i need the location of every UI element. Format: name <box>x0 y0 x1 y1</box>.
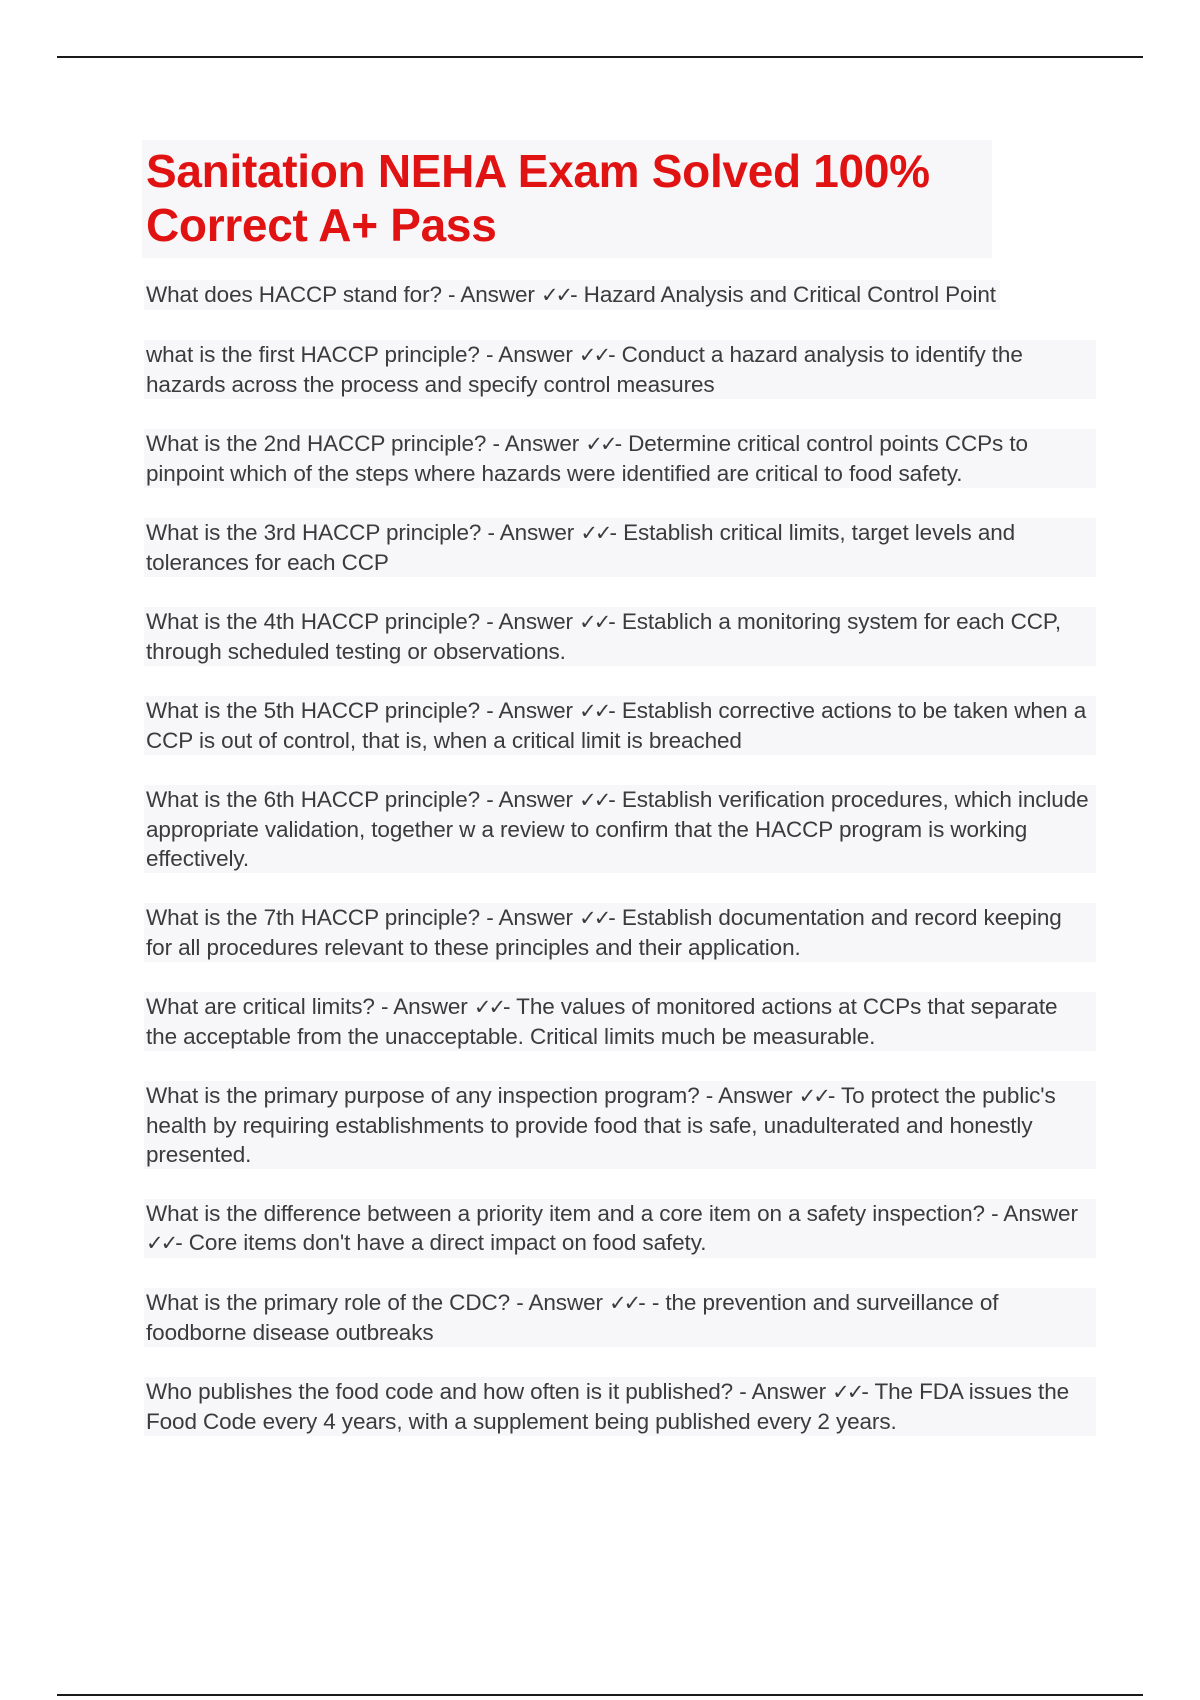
answer-text: - To protect the public's health by requiring establishments to provide food that is safe, unadulterated and honestly presented. <box>146 1083 1056 1167</box>
document-title: Sanitation NEHA Exam Solved 100% Correct A+ Pass <box>146 145 930 251</box>
answer-separator: - Answer <box>516 1290 603 1315</box>
answer-text: - The values of monitored actions at CCPs that separate the acceptable from the unacceptable. Critical limits much be measurable. <box>146 994 1058 1049</box>
qa-item <box>144 1288 1096 1347</box>
qa-item <box>144 607 1096 666</box>
double-check-icon: ✓✓ <box>146 1231 176 1255</box>
qa-item <box>144 1199 1096 1258</box>
qa-item <box>144 1081 1096 1169</box>
question-text: What is the 5th HACCP principle? <box>146 698 481 723</box>
double-check-icon: ✓✓ <box>579 788 609 812</box>
answer-text: - Determine critical control points CCPs to pinpoint which of the steps where hazards were identified are critical to food safety. <box>146 431 1028 486</box>
answer-separator: - Answer <box>486 698 573 723</box>
bottom-rule <box>57 1694 1143 1696</box>
double-check-icon: ✓✓ <box>473 995 504 1019</box>
answer-separator: - Answer <box>486 787 573 812</box>
answer-separator: - Answer <box>486 905 573 930</box>
qa-item <box>144 340 1096 399</box>
qa-item <box>144 1377 1096 1436</box>
qa-list <box>146 280 1096 1436</box>
qa-item <box>144 518 1096 577</box>
qa-item <box>144 785 1096 873</box>
double-check-icon: ✓✓ <box>579 610 609 634</box>
answer-text: - Hazard Analysis and Critical Control Point <box>570 282 996 307</box>
double-check-icon: ✓✓ <box>832 1380 862 1404</box>
answer-text: - The FDA issues the Food Code every 4 years, with a supplement being published every 2 years. <box>146 1379 1070 1434</box>
answer-text: - Establish verification procedures, which include appropriate validation, together w a review to confirm that the HACCP program is working effectively. <box>146 787 1089 871</box>
answer-separator: - Answer <box>448 282 535 307</box>
answer-separator: - Answer <box>991 1201 1078 1226</box>
qa-item <box>144 992 1096 1051</box>
answer-separator: - Answer <box>485 342 573 367</box>
question-text: What is the difference between a priority item and a core item on a safety inspection? <box>146 1201 985 1226</box>
question-text: What is the 6th HACCP principle? <box>146 787 481 812</box>
answer-text: - - the prevention and surveillance of foodborne disease outbreaks <box>146 1290 999 1345</box>
question-text: Who publishes the food code and how often is it published? <box>146 1379 734 1404</box>
double-check-icon: ✓✓ <box>578 343 609 367</box>
qa-item <box>144 429 1096 488</box>
double-check-icon: ✓✓ <box>540 283 571 307</box>
question-text: What is the primary purpose of any inspection program? <box>146 1083 700 1108</box>
answer-separator: - Answer <box>380 994 468 1019</box>
qa-item <box>144 280 1000 310</box>
answer-text: - Conduct a hazard analysis to identify the hazards across the process and specify control measures <box>146 342 1023 397</box>
double-check-icon: ✓✓ <box>580 521 610 545</box>
answer-text: - Establish critical limits, target levels and tolerances for each CCP <box>146 520 1016 575</box>
answer-separator: - Answer <box>487 520 575 545</box>
answer-text: - Establish documentation and record keeping for all procedures relevant to these principles and their application. <box>146 905 1062 960</box>
question-text: What are critical limits? <box>146 994 375 1019</box>
answer-text: - Establish corrective actions to be taken when a CCP is out of control, that is, when a critical limit is breached <box>146 698 1087 753</box>
answer-separator: - Answer <box>492 431 580 456</box>
qa-item <box>144 696 1096 755</box>
page-content <box>146 140 1096 1466</box>
answer-text: - Establich a monitoring system for each CCP, through scheduled testing or observations. <box>146 609 1062 664</box>
answer-separator: - Answer <box>739 1379 826 1404</box>
double-check-icon: ✓✓ <box>585 432 615 456</box>
double-check-icon: ✓✓ <box>609 1291 639 1315</box>
question-text: What does HACCP stand for? <box>146 282 442 307</box>
top-rule <box>57 56 1143 58</box>
answer-separator: - Answer <box>705 1083 793 1108</box>
question-text: What is the 2nd HACCP principle? <box>146 431 487 456</box>
title-block <box>142 140 992 258</box>
question-text: what is the first HACCP principle? <box>146 342 480 367</box>
answer-separator: - Answer <box>486 609 573 634</box>
qa-item <box>144 903 1096 962</box>
question-text: What is the 7th HACCP principle? <box>146 905 481 930</box>
question-text: What is the 3rd HACCP principle? <box>146 520 482 545</box>
question-text: What is the primary role of the CDC? <box>146 1290 511 1315</box>
double-check-icon: ✓✓ <box>579 699 609 723</box>
answer-text: - Core items don't have a direct impact on food safety. <box>175 1230 707 1255</box>
question-text: What is the 4th HACCP principle? <box>146 609 481 634</box>
double-check-icon: ✓✓ <box>798 1084 828 1108</box>
double-check-icon: ✓✓ <box>579 906 609 930</box>
